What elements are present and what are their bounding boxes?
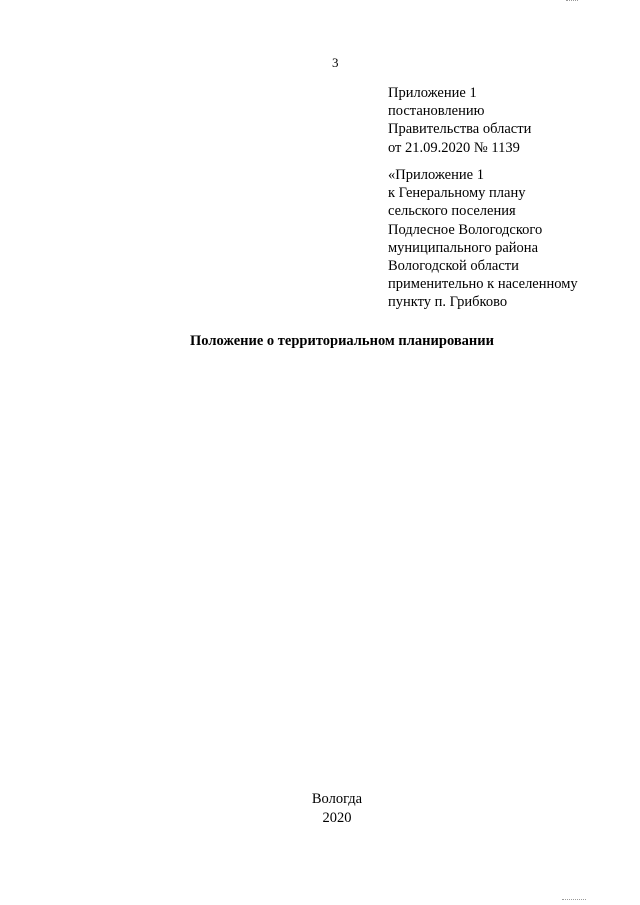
page-number: 3: [332, 55, 339, 70]
scan-mark-top: [566, 0, 578, 4]
appendix-line: от 21.09.2020 № 1139: [388, 139, 520, 156]
appendix-line: постановлению: [388, 103, 485, 120]
appendix-ref-line: «Приложение 1: [388, 167, 484, 183]
footer: [0, 790, 640, 827]
appendix-ref-line: к Генеральному плану: [388, 185, 526, 202]
appendix-reference: [388, 166, 578, 312]
appendix-line: Правительства области: [388, 121, 532, 138]
document-title: Положение о территориальном планировании: [190, 333, 494, 349]
scan-mark-bottom: [562, 899, 586, 903]
appendix-header: [388, 84, 531, 157]
appendix-ref-line: Подлесное Вологодского: [388, 221, 543, 238]
appendix-ref-line: применительно к населенному: [388, 276, 578, 293]
appendix-ref-line: сельского поселения: [388, 203, 516, 220]
appendix-ref-line: муниципального района: [388, 239, 538, 256]
appendix-ref-line: Вологодской области: [388, 258, 519, 275]
footer-city: Вологда: [311, 791, 363, 807]
appendix-line: Приложение 1: [388, 85, 477, 101]
appendix-ref-line: пункту п. Грибково: [388, 294, 508, 311]
footer-year: 2020: [322, 809, 352, 826]
